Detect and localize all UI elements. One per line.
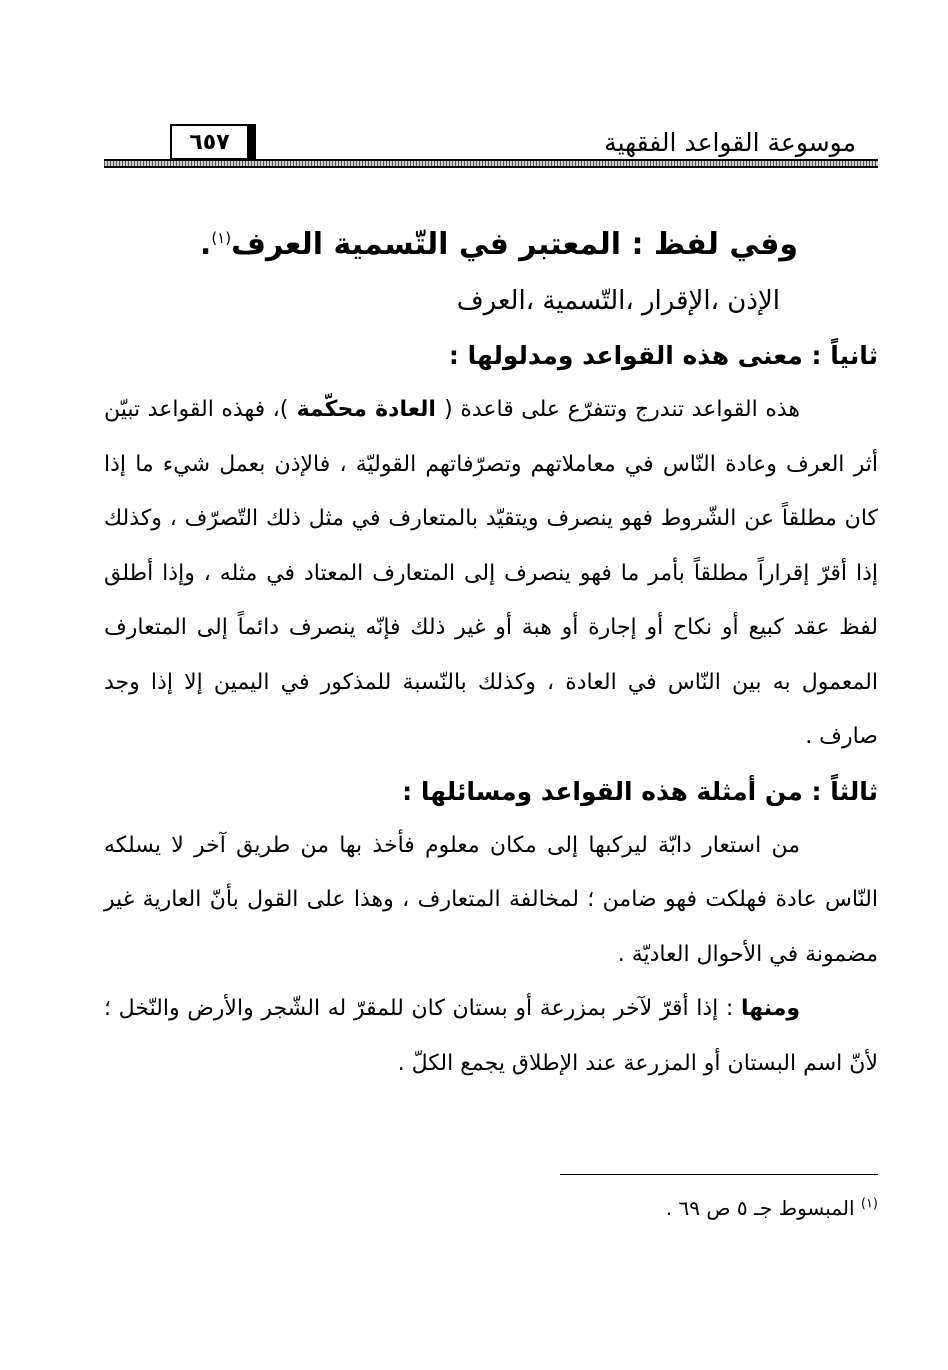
footnote-text: المبسوط جـ ٥ ص ٦٩ . <box>665 1196 861 1220</box>
section-3-paragraph-1: من استعار دابّة ليركبها إلى مكان معلوم فأخذ بها من طريق آخر لا يسلكه النّاس عادة فهلكت فهو ضامن ؛ لمخالفة المتعارف ، وهذا على القول بأنّ العارية غير مضمونة في الأحوال العاديّة . <box>104 832 878 967</box>
footnote-ref: (١) <box>211 229 232 247</box>
header-rule <box>104 159 878 168</box>
terms-line: الإذن ،الإقرار ،التّسمية ،العرف <box>456 286 780 316</box>
section-3-heading: ثالثاً : من أمثلة هذه القواعد ومسائلها : <box>402 776 878 806</box>
section-2-paragraph <box>104 383 878 765</box>
rule-heading-text: وفي لفظ : المعتبر في التّسمية العرف <box>231 227 798 262</box>
paragraph-text: هذه القواعد تندرج وتتفرّع على قاعدة ( <box>444 397 800 422</box>
book-title: موسوعة القواعد الفقهية <box>604 128 856 157</box>
section-3-paragraph-2 <box>104 982 878 1091</box>
footnote-divider <box>560 1174 878 1175</box>
rule-heading-period: . <box>199 227 212 262</box>
page-number: ٦٥٧ <box>170 124 256 160</box>
rule-heading <box>104 210 878 273</box>
section-2-heading: ثانياً : معنى هذه القواعد ومدلولها : <box>448 341 878 370</box>
footnote <box>666 1196 878 1220</box>
paragraph-lead-bold: ومنها <box>740 996 800 1021</box>
rule-name-bold: العادة محكّمة <box>288 397 445 422</box>
page-body <box>104 210 878 1091</box>
page-header <box>104 110 878 170</box>
paragraph-text: : إذا أقرّ لآخر بمزرعة أو بستان كان للمقرّ له الشّجر والأرض والنّخل ؛ لأنّ اسم البستان أو المزرعة عند الإطلاق يجمع الكلّ . <box>104 996 878 1076</box>
footnote-marker: (١) <box>860 1196 878 1212</box>
paragraph-text: )، فهذه القواعد تبيّن أثر العرف وعادة النّاس في معاملاتهم وتصرّفاتهم القوليّة ، فالإذن بعمل شيء ما إذا كان مطلقاً عن الشّروط فهو ينصرف ويتقيّد بالمتعارف في مثل ذلك التّصرّف ، وكذلك إذا أقرّ إقراراً مطلقاً بأمر ما فهو ينصرف إلى المتعارف المعتاد في مثله ، وإذا أطلق لفظ عقد كبيع أو نكاح أو إجارة أو هبة أو غير ذلك فإنّه ينصرف دائماً إلى المتعارف المعمول به بين النّاس في العادة ، وكذلك بالنّسبة للمذكور في اليمين إلا إذا وجد صارف . <box>104 397 878 749</box>
